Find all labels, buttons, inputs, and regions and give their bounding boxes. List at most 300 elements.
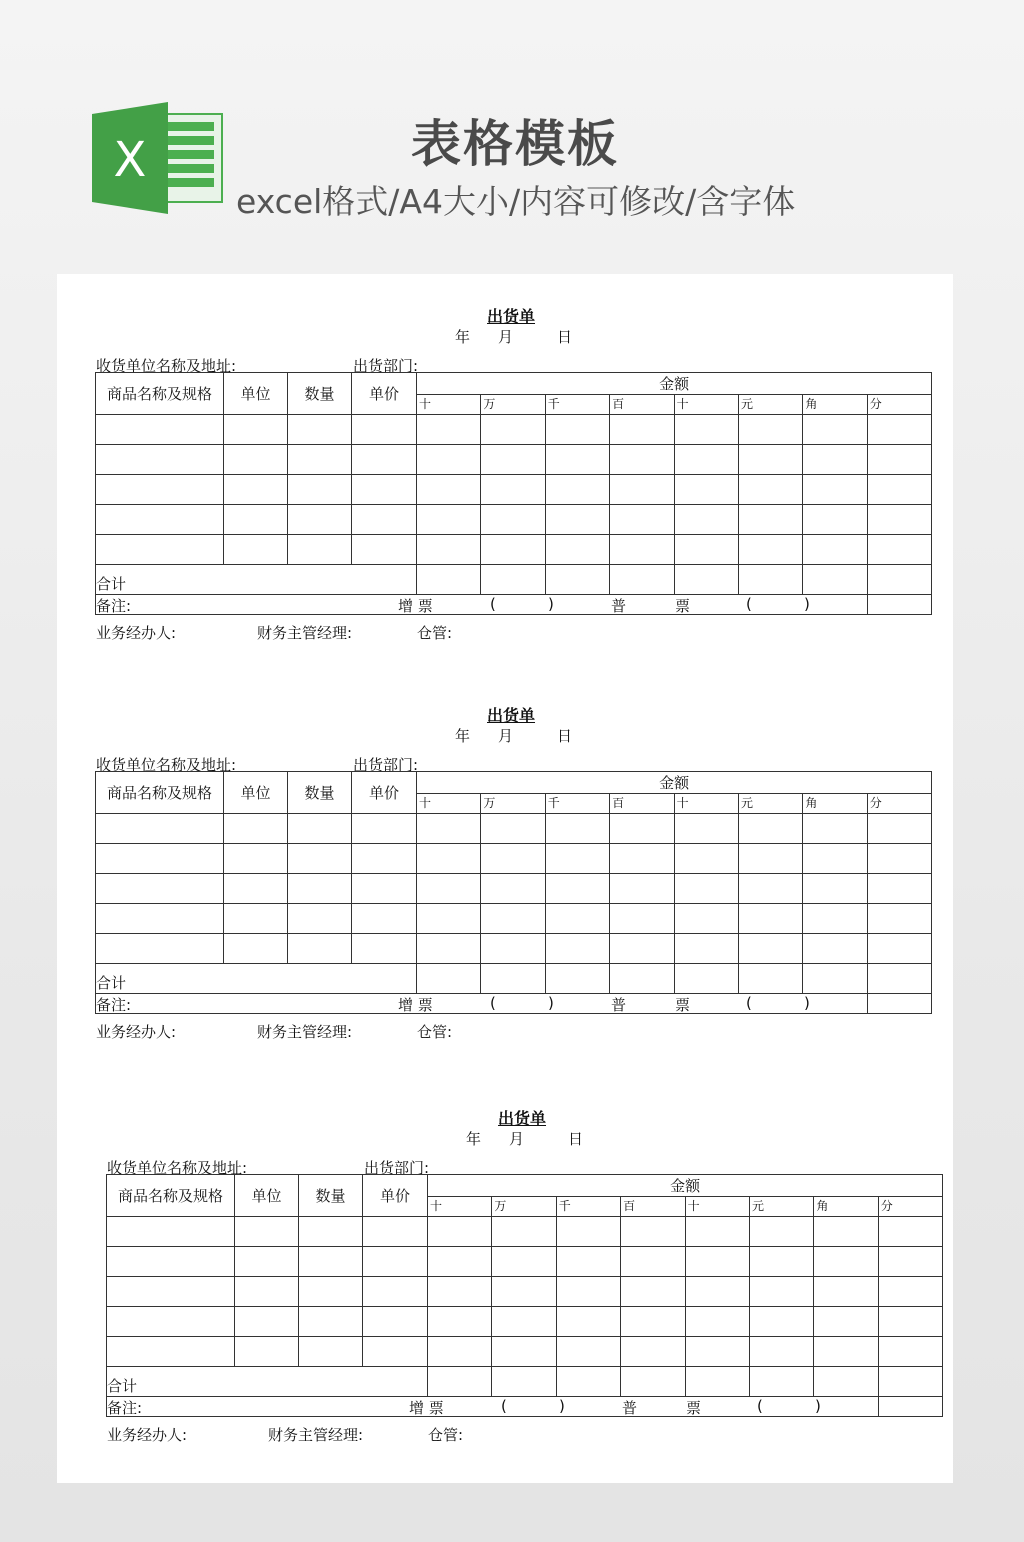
digit-header: 角 (814, 1197, 878, 1217)
table-cell[interactable] (803, 814, 867, 844)
digit-header: 千 (556, 1197, 620, 1217)
table-cell[interactable] (417, 475, 481, 505)
table-cell[interactable] (352, 415, 417, 445)
table-cell[interactable] (224, 814, 288, 844)
digit-header: 角 (803, 794, 867, 814)
table-cell[interactable] (417, 874, 481, 904)
table-cell[interactable] (96, 934, 224, 964)
table-cell[interactable] (224, 844, 288, 874)
table-cell[interactable] (352, 904, 417, 934)
table-cell[interactable] (428, 1307, 492, 1337)
remark-row (107, 1397, 943, 1417)
table-cell[interactable] (299, 1337, 363, 1367)
table-cell[interactable] (428, 1277, 492, 1307)
table-row (107, 1307, 943, 1337)
column-header: 单价 (352, 373, 417, 415)
table-cell[interactable] (610, 814, 674, 844)
table-cell[interactable] (352, 844, 417, 874)
table-cell[interactable] (674, 415, 738, 445)
table-cell[interactable] (363, 1337, 428, 1367)
table-cell[interactable] (545, 475, 609, 505)
table-cell[interactable] (545, 505, 609, 535)
table-cell[interactable] (481, 934, 545, 964)
warehouse-label: 仓管: (428, 1426, 464, 1444)
recipient-label: 收货单位名称及地址: (96, 756, 237, 774)
table-cell[interactable] (299, 1277, 363, 1307)
shipment-form-2 (95, 703, 931, 1041)
total-cell[interactable] (685, 1367, 749, 1397)
table-cell[interactable] (803, 844, 867, 874)
total-cell[interactable] (481, 565, 545, 595)
paren-close: ) (548, 994, 554, 1012)
table-cell[interactable] (867, 934, 931, 964)
total-label: 合计 (107, 1367, 428, 1397)
table-cell[interactable] (288, 505, 352, 535)
table-cell[interactable] (803, 505, 867, 535)
table-cell[interactable] (610, 535, 674, 565)
digit-header: 十 (428, 1197, 492, 1217)
column-header: 数量 (288, 772, 352, 814)
column-header: 单位 (224, 772, 288, 814)
table-cell[interactable] (481, 814, 545, 844)
remark-extra-cell[interactable] (867, 994, 931, 1014)
table-cell[interactable] (738, 874, 802, 904)
total-cell[interactable] (610, 565, 674, 595)
table-cell[interactable] (685, 1247, 749, 1277)
table-cell[interactable] (235, 1277, 299, 1307)
remark-extra-cell[interactable] (878, 1397, 942, 1417)
digit-header: 十 (674, 794, 738, 814)
table-cell[interactable] (96, 904, 224, 934)
table-cell[interactable] (556, 1307, 620, 1337)
table-cell[interactable] (867, 445, 931, 475)
table-cell[interactable] (428, 1337, 492, 1367)
table-cell[interactable] (738, 934, 802, 964)
table-row (107, 1217, 943, 1247)
paren-open: ( (757, 1397, 763, 1415)
total-cell[interactable] (674, 565, 738, 595)
table-cell[interactable] (545, 535, 609, 565)
digit-header: 十 (685, 1197, 749, 1217)
excel-icon (90, 102, 225, 214)
table-cell[interactable] (107, 1277, 235, 1307)
table-cell[interactable] (288, 415, 352, 445)
table-cell[interactable] (352, 445, 417, 475)
paren-open: ( (501, 1397, 507, 1415)
table-cell[interactable] (803, 415, 867, 445)
table-cell[interactable] (738, 904, 802, 934)
table-cell[interactable] (674, 904, 738, 934)
total-cell[interactable] (610, 964, 674, 994)
total-cell[interactable] (749, 1367, 813, 1397)
table-row (96, 874, 932, 904)
table-cell[interactable] (481, 505, 545, 535)
table-row (96, 904, 932, 934)
column-header: 商品名称及规格 (107, 1175, 235, 1217)
total-cell[interactable] (545, 565, 609, 595)
total-cell[interactable] (556, 1367, 620, 1397)
table-cell[interactable] (814, 1217, 878, 1247)
table-cell[interactable] (878, 1247, 942, 1277)
shipment-table (95, 771, 932, 1014)
table-cell[interactable] (610, 874, 674, 904)
table-cell[interactable] (749, 1307, 813, 1337)
table-cell[interactable] (235, 1337, 299, 1367)
table-cell[interactable] (224, 535, 288, 565)
table-cell[interactable] (235, 1307, 299, 1337)
table-cell[interactable] (674, 874, 738, 904)
table-cell[interactable] (545, 934, 609, 964)
date-day: 日 (557, 328, 573, 346)
digit-header: 分 (867, 395, 931, 415)
total-cell[interactable] (878, 1367, 942, 1397)
table-cell[interactable] (674, 475, 738, 505)
table-cell[interactable] (545, 445, 609, 475)
column-header: 单价 (352, 772, 417, 814)
table-cell[interactable] (481, 874, 545, 904)
table-cell[interactable] (610, 445, 674, 475)
total-cell[interactable] (545, 964, 609, 994)
table-cell[interactable] (481, 535, 545, 565)
digit-header: 千 (545, 395, 609, 415)
table-cell[interactable] (107, 1247, 235, 1277)
table-row (96, 445, 932, 475)
table-cell[interactable] (288, 535, 352, 565)
table-row (96, 535, 932, 565)
table-cell[interactable] (621, 1247, 685, 1277)
total-label: 合计 (96, 565, 417, 595)
table-cell[interactable] (610, 844, 674, 874)
form-title: 出货单 (487, 307, 536, 326)
total-cell[interactable] (481, 964, 545, 994)
table-cell[interactable] (749, 1277, 813, 1307)
vat-label: 增 票 (409, 1399, 444, 1417)
table-cell[interactable] (878, 1277, 942, 1307)
column-header: 单位 (235, 1175, 299, 1217)
digit-header: 十 (674, 395, 738, 415)
table-row (96, 415, 932, 445)
table-cell[interactable] (803, 535, 867, 565)
table-cell[interactable] (288, 475, 352, 505)
warehouse-label: 仓管: (417, 624, 453, 642)
header-row (96, 772, 932, 794)
table-cell[interactable] (545, 904, 609, 934)
table-cell[interactable] (545, 874, 609, 904)
total-cell[interactable] (428, 1367, 492, 1397)
table-cell[interactable] (674, 505, 738, 535)
vat-label: 增 票 (398, 597, 433, 615)
remark-cell[interactable] (107, 1397, 879, 1417)
table-cell[interactable] (867, 415, 931, 445)
total-cell[interactable] (814, 1367, 878, 1397)
table-cell[interactable] (814, 1307, 878, 1337)
table-cell[interactable] (96, 505, 224, 535)
table-cell[interactable] (299, 1247, 363, 1277)
table-cell[interactable] (235, 1247, 299, 1277)
table-cell[interactable] (481, 415, 545, 445)
table-cell[interactable] (363, 1277, 428, 1307)
table-cell[interactable] (621, 1277, 685, 1307)
total-row (107, 1367, 943, 1397)
recipient-label: 收货单位名称及地址: (107, 1159, 248, 1177)
table-cell[interactable] (685, 1217, 749, 1247)
table-row (96, 505, 932, 535)
total-cell[interactable] (492, 1367, 556, 1397)
header-row (96, 373, 932, 395)
table-cell[interactable] (738, 814, 802, 844)
remark-row (96, 994, 932, 1014)
table-row (96, 814, 932, 844)
table-cell[interactable] (352, 874, 417, 904)
table-cell[interactable] (428, 1247, 492, 1277)
total-cell[interactable] (867, 565, 931, 595)
table-cell[interactable] (803, 445, 867, 475)
digit-header: 十 (417, 395, 481, 415)
digit-header: 十 (417, 794, 481, 814)
total-cell[interactable] (417, 964, 481, 994)
table-cell[interactable] (803, 874, 867, 904)
total-row (96, 565, 932, 595)
date-month: 月 (509, 1130, 525, 1148)
table-cell[interactable] (417, 415, 481, 445)
table-cell[interactable] (814, 1247, 878, 1277)
table-cell[interactable] (352, 934, 417, 964)
table-cell[interactable] (288, 874, 352, 904)
table-cell[interactable] (621, 1217, 685, 1247)
table-cell[interactable] (803, 904, 867, 934)
table-cell[interactable] (363, 1217, 428, 1247)
finance-label: 财务主管经理: (257, 624, 353, 642)
total-cell[interactable] (621, 1367, 685, 1397)
table-cell[interactable] (867, 904, 931, 934)
table-cell[interactable] (545, 844, 609, 874)
recipient-label: 收货单位名称及地址: (96, 357, 237, 375)
table-cell[interactable] (610, 934, 674, 964)
table-cell[interactable] (224, 505, 288, 535)
table-cell[interactable] (492, 1337, 556, 1367)
table-cell[interactable] (556, 1217, 620, 1247)
table-cell[interactable] (224, 415, 288, 445)
table-cell[interactable] (363, 1247, 428, 1277)
table-cell[interactable] (481, 904, 545, 934)
table-cell[interactable] (288, 934, 352, 964)
table-cell[interactable] (352, 505, 417, 535)
table-cell[interactable] (96, 844, 224, 874)
table-cell[interactable] (96, 415, 224, 445)
remark-cell[interactable] (96, 994, 868, 1014)
normal-label: 票 (686, 1399, 702, 1417)
dept-label: 出货部门: (364, 1159, 430, 1177)
table-cell[interactable] (803, 475, 867, 505)
column-header: 单价 (363, 1175, 428, 1217)
normal-label: 普 (611, 996, 627, 1014)
table-cell[interactable] (428, 1217, 492, 1247)
vat-label: 增 票 (398, 996, 433, 1014)
paren-open: ( (746, 595, 752, 613)
table-cell[interactable] (288, 904, 352, 934)
table-cell[interactable] (417, 934, 481, 964)
table-cell[interactable] (224, 904, 288, 934)
table-cell[interactable] (674, 535, 738, 565)
table-cell[interactable] (610, 505, 674, 535)
date-year: 年 (455, 727, 471, 745)
amount-header: 金额 (428, 1175, 943, 1197)
table-cell[interactable] (417, 814, 481, 844)
table-cell[interactable] (352, 475, 417, 505)
digit-header: 角 (803, 395, 867, 415)
table-cell[interactable] (749, 1247, 813, 1277)
table-cell[interactable] (224, 934, 288, 964)
table-cell[interactable] (556, 1247, 620, 1277)
date-day: 日 (557, 727, 573, 745)
table-cell[interactable] (288, 844, 352, 874)
paren-open: ( (490, 994, 496, 1012)
table-cell[interactable] (610, 904, 674, 934)
table-cell[interactable] (878, 1217, 942, 1247)
table-cell[interactable] (738, 844, 802, 874)
column-header: 数量 (299, 1175, 363, 1217)
paren-close: ) (804, 994, 810, 1012)
table-cell[interactable] (417, 844, 481, 874)
table-cell[interactable] (803, 934, 867, 964)
dept-label: 出货部门: (353, 756, 419, 774)
table-cell[interactable] (867, 844, 931, 874)
digit-header: 千 (545, 794, 609, 814)
table-cell[interactable] (867, 874, 931, 904)
table-cell[interactable] (481, 445, 545, 475)
table-cell[interactable] (867, 535, 931, 565)
table-cell[interactable] (621, 1307, 685, 1337)
table-cell[interactable] (107, 1307, 235, 1337)
table-cell[interactable] (363, 1307, 428, 1337)
table-cell[interactable] (107, 1337, 235, 1367)
table-cell[interactable] (481, 844, 545, 874)
table-cell[interactable] (299, 1217, 363, 1247)
table-cell[interactable] (814, 1277, 878, 1307)
table-cell[interactable] (352, 814, 417, 844)
table-cell[interactable] (492, 1247, 556, 1277)
remark-cell[interactable] (96, 595, 868, 615)
handler-label: 业务经办人: (96, 1023, 177, 1041)
column-header: 商品名称及规格 (96, 373, 224, 415)
form-title: 出货单 (487, 706, 536, 725)
table-cell[interactable] (352, 535, 417, 565)
table-cell[interactable] (556, 1337, 620, 1367)
table-cell[interactable] (545, 814, 609, 844)
normal-label: 票 (675, 597, 691, 615)
table-cell[interactable] (545, 415, 609, 445)
page-subtitle: excel格式/A4大小/内容可修改/含字体 (236, 182, 796, 221)
table-cell[interactable] (878, 1337, 942, 1367)
total-cell[interactable] (803, 565, 867, 595)
table-cell[interactable] (417, 445, 481, 475)
table-cell[interactable] (288, 445, 352, 475)
table-row (107, 1337, 943, 1367)
total-cell[interactable] (803, 964, 867, 994)
total-cell[interactable] (738, 565, 802, 595)
table-cell[interactable] (288, 814, 352, 844)
column-header: 数量 (288, 373, 352, 415)
table-cell[interactable] (96, 445, 224, 475)
column-header: 单位 (224, 373, 288, 415)
date-month: 月 (498, 727, 514, 745)
table-cell[interactable] (492, 1277, 556, 1307)
digit-header: 百 (610, 794, 674, 814)
shipment-form-3 (106, 1106, 942, 1444)
table-cell[interactable] (674, 445, 738, 475)
column-header: 商品名称及规格 (96, 772, 224, 814)
table-cell[interactable] (738, 475, 802, 505)
table-cell[interactable] (96, 814, 224, 844)
table-cell[interactable] (417, 505, 481, 535)
table-cell[interactable] (96, 535, 224, 565)
total-cell[interactable] (867, 964, 931, 994)
table-cell[interactable] (610, 475, 674, 505)
table-cell[interactable] (96, 874, 224, 904)
total-cell[interactable] (417, 565, 481, 595)
table-cell[interactable] (685, 1277, 749, 1307)
table-cell[interactable] (107, 1217, 235, 1247)
table-cell[interactable] (235, 1217, 299, 1247)
table-cell[interactable] (738, 445, 802, 475)
table-cell[interactable] (674, 844, 738, 874)
table-cell[interactable] (685, 1307, 749, 1337)
page-title: 表格模板 (411, 115, 619, 173)
table-cell[interactable] (685, 1337, 749, 1367)
normal-label: 票 (675, 996, 691, 1014)
table-cell[interactable] (738, 505, 802, 535)
total-cell[interactable] (738, 964, 802, 994)
table-cell[interactable] (867, 505, 931, 535)
table-cell[interactable] (738, 535, 802, 565)
shipment-form-1 (95, 304, 931, 642)
table-cell[interactable] (749, 1337, 813, 1367)
table-cell[interactable] (299, 1307, 363, 1337)
table-cell[interactable] (610, 415, 674, 445)
digit-header: 分 (878, 1197, 942, 1217)
table-cell[interactable] (224, 874, 288, 904)
table-cell[interactable] (224, 475, 288, 505)
table-cell[interactable] (417, 904, 481, 934)
amount-header: 金额 (417, 373, 932, 395)
table-cell[interactable] (749, 1217, 813, 1247)
table-cell[interactable] (738, 415, 802, 445)
document-page (57, 274, 953, 1483)
table-cell[interactable] (556, 1277, 620, 1307)
total-cell[interactable] (674, 964, 738, 994)
table-cell[interactable] (674, 814, 738, 844)
table-cell[interactable] (621, 1337, 685, 1367)
table-cell[interactable] (224, 445, 288, 475)
table-cell[interactable] (867, 814, 931, 844)
table-cell[interactable] (492, 1307, 556, 1337)
paren-close: ) (559, 1397, 565, 1415)
table-cell[interactable] (492, 1217, 556, 1247)
header-row (107, 1175, 943, 1197)
paren-open: ( (490, 595, 496, 613)
table-cell[interactable] (96, 475, 224, 505)
table-cell[interactable] (417, 535, 481, 565)
form-title: 出货单 (498, 1109, 547, 1128)
table-cell[interactable] (674, 934, 738, 964)
table-cell[interactable] (867, 475, 931, 505)
table-row (107, 1277, 943, 1307)
finance-label: 财务主管经理: (257, 1023, 353, 1041)
table-cell[interactable] (814, 1337, 878, 1367)
remark-extra-cell[interactable] (867, 595, 931, 615)
table-cell[interactable] (481, 475, 545, 505)
table-cell[interactable] (878, 1307, 942, 1337)
